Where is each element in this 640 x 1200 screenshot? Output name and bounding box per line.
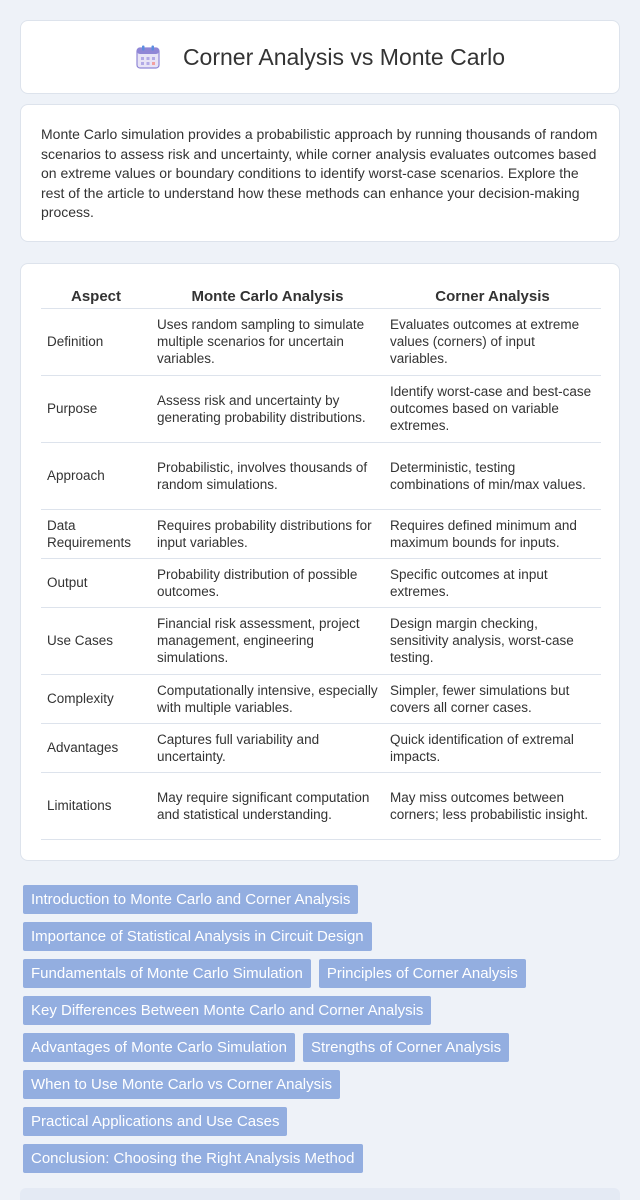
row-corner: Design margin checking, sensitivity analysis, worst-case testing. [384, 607, 601, 674]
table-row [41, 308, 601, 375]
tag-key-differences[interactable]: Key Differences Between Monte Carlo and Corner Analysis [23, 996, 431, 1025]
row-corner: Quick identification of extremal impacts. [384, 723, 601, 772]
row-aspect: Limitations [41, 772, 151, 839]
row-corner: Requires defined minimum and maximum bounds for inputs. [384, 509, 601, 558]
row-monte-carlo: May require significant computation and statistical understanding. [151, 772, 384, 839]
row-corner: Specific outcomes at input extremes. [384, 558, 601, 607]
tag-fundamentals-monte-carlo[interactable]: Fundamentals of Monte Carlo Simulation [23, 959, 311, 988]
table-row [41, 442, 601, 509]
table-row [41, 674, 601, 723]
intro-card [20, 104, 620, 242]
calendar-icon [135, 44, 161, 70]
row-monte-carlo: Probabilistic, involves thousands of random simulations. [151, 442, 384, 509]
row-monte-carlo: Financial risk assessment, project management, engineering simulations. [151, 607, 384, 674]
row-aspect: Use Cases [41, 607, 151, 674]
comparison-table-card [20, 263, 620, 861]
row-monte-carlo: Captures full variability and uncertainty. [151, 723, 384, 772]
row-corner: Identify worst-case and best-case outcomes based on variable extremes. [384, 375, 601, 442]
header-monte-carlo: Monte Carlo Analysis [151, 284, 384, 308]
intro-paragraph: Monte Carlo simulation provides a probabilistic approach by running thousands of random scenarios to assess risk and uncertainty, while corner analysis evaluates outcomes based on extreme values or boundary conditions to identify worst-case scenarios. Explore the rest of the article to understand how these methods can enhance your decision-making process. [41, 126, 598, 220]
tag-conclusion[interactable]: Conclusion: Choosing the Right Analysis Method [23, 1144, 363, 1173]
table-row [41, 607, 601, 674]
table-row [41, 558, 601, 607]
row-aspect: Definition [41, 308, 151, 375]
header-aspect: Aspect [41, 284, 151, 308]
tag-when-to-use[interactable]: When to Use Monte Carlo vs Corner Analysis [23, 1070, 340, 1099]
row-monte-carlo: Uses random sampling to simulate multiple scenarios for uncertain variables. [151, 308, 384, 375]
page-title: Corner Analysis vs Monte Carlo [182, 43, 506, 70]
row-monte-carlo: Probability distribution of possible outcomes. [151, 558, 384, 607]
row-corner: Evaluates outcomes at extreme values (corners) of input variables. [384, 308, 601, 375]
tag-introduction[interactable]: Introduction to Monte Carlo and Corner Analysis [23, 885, 358, 914]
table-row [41, 375, 601, 442]
row-corner: May miss outcomes between corners; less probabilistic insight. [384, 772, 601, 839]
row-monte-carlo: Assess risk and uncertainty by generating probability distributions. [151, 375, 384, 442]
row-aspect: Advantages [41, 723, 151, 772]
row-aspect: Data Requirements [41, 509, 151, 558]
row-aspect: Complexity [41, 674, 151, 723]
comparison-table [41, 284, 601, 840]
tag-advantages-monte-carlo[interactable]: Advantages of Monte Carlo Simulation [23, 1033, 295, 1062]
table-row [41, 509, 601, 558]
tag-principles-corner[interactable]: Principles of Corner Analysis [319, 959, 526, 988]
tag-strengths-corner[interactable]: Strengths of Corner Analysis [303, 1033, 509, 1062]
tag-practical-applications[interactable]: Practical Applications and Use Cases [23, 1107, 287, 1136]
table-row [41, 723, 601, 772]
header-corner: Corner Analysis [384, 284, 601, 308]
table-header-row [41, 284, 601, 308]
bottom-card-edge [20, 1188, 620, 1200]
row-corner: Deterministic, testing combinations of min/max values. [384, 442, 601, 509]
row-aspect: Approach [41, 442, 151, 509]
tag-importance[interactable]: Importance of Statistical Analysis in Circuit Design [23, 922, 372, 951]
table-row [41, 772, 601, 839]
row-corner: Simpler, fewer simulations but covers all corner cases. [384, 674, 601, 723]
row-aspect: Output [41, 558, 151, 607]
row-monte-carlo: Requires probability distributions for input variables. [151, 509, 384, 558]
row-monte-carlo: Computationally intensive, especially with multiple variables. [151, 674, 384, 723]
title-card [20, 20, 620, 94]
topic-tags [23, 885, 583, 1181]
row-aspect: Purpose [41, 375, 151, 442]
